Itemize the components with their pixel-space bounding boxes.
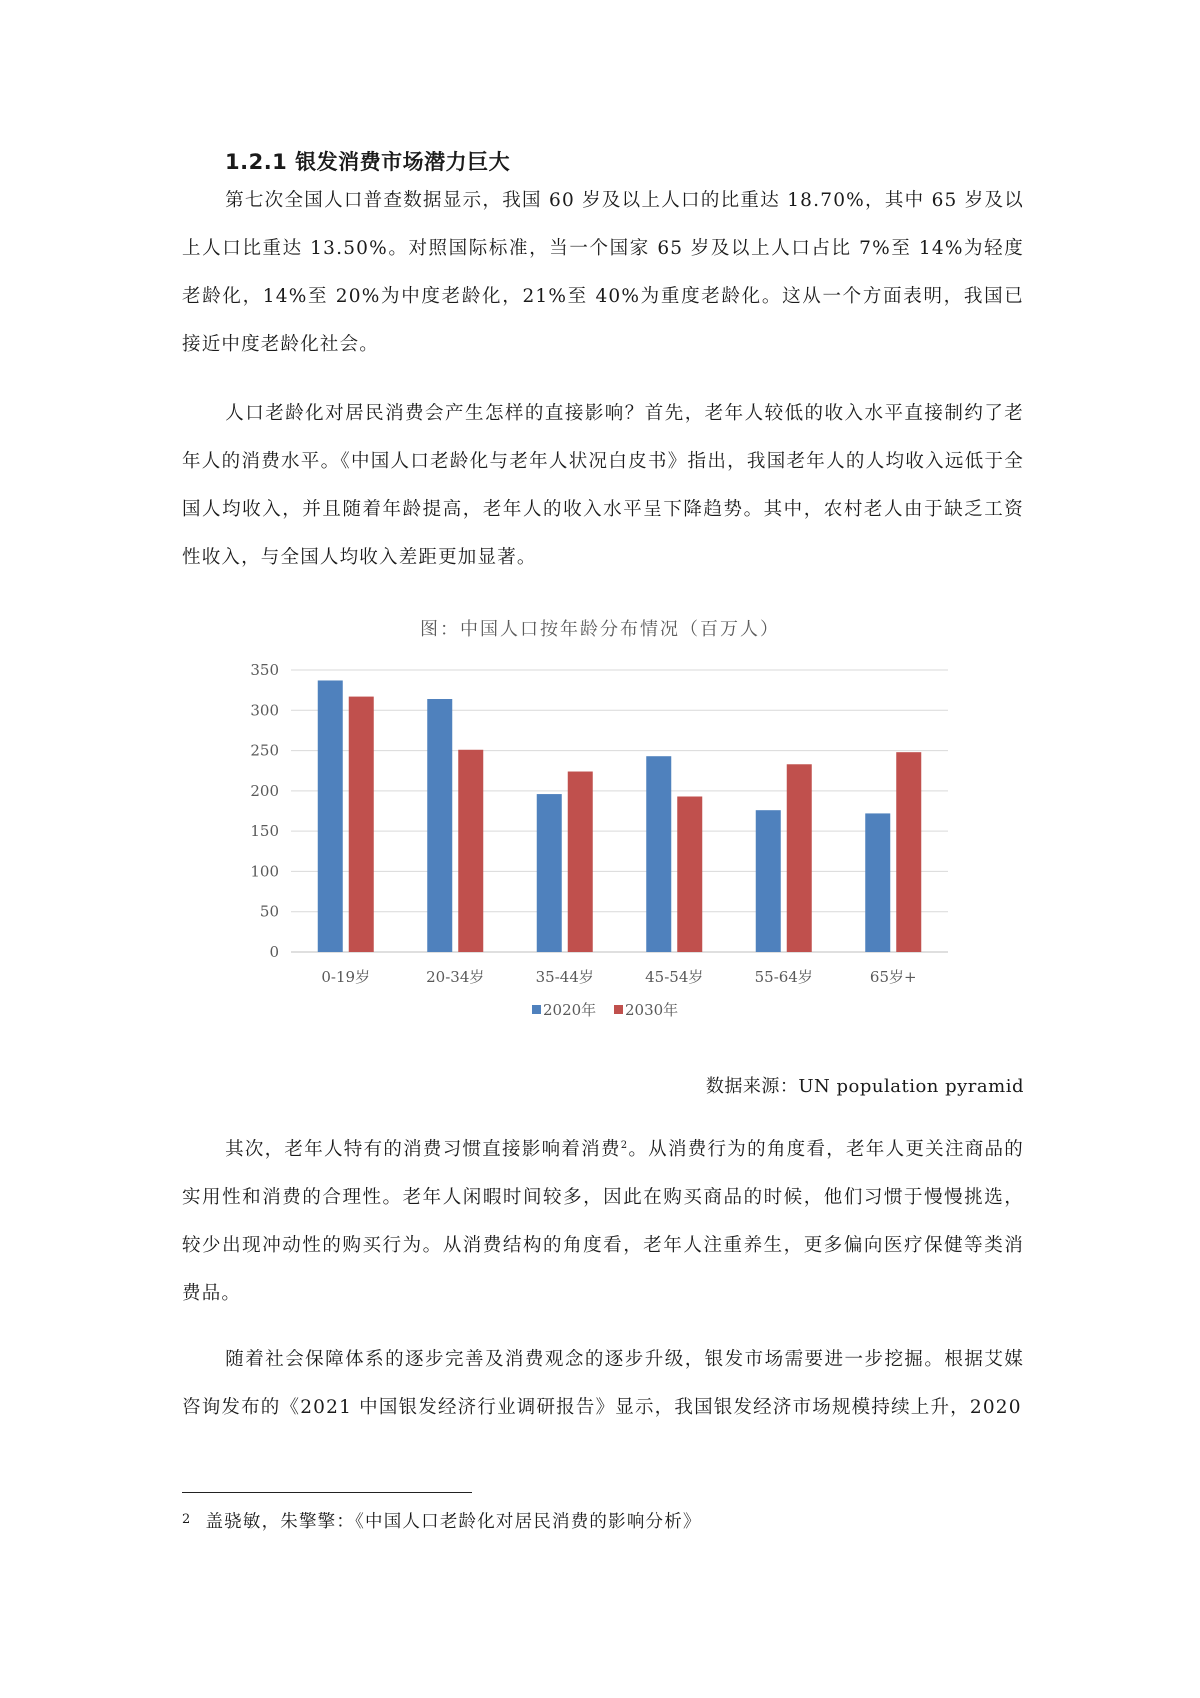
bar-2030年-35-44岁 <box>568 772 593 952</box>
footnote <box>182 1508 702 1533</box>
y-tick-label: 250 <box>250 741 279 760</box>
bar-2020年-20-34岁 <box>427 699 452 952</box>
paragraph-habits-text-a: 其次，老年人特有的消费习惯直接影响着消费 <box>225 1139 621 1160</box>
y-tick-label: 50 <box>259 902 279 921</box>
y-tick-label: 100 <box>250 862 279 881</box>
bar-2020年-65岁+ <box>865 813 890 952</box>
y-tick-label: 350 <box>250 661 279 679</box>
legend-swatch-2030年 <box>614 1005 623 1014</box>
legend-label-2030年: 2030年 <box>625 1001 679 1019</box>
footnote-text: 盖骁敏，朱擎擎：《中国人口老龄化对居民消费的影响分析》 <box>205 1512 702 1532</box>
bar-2020年-35-44岁 <box>537 794 562 952</box>
bar-2030年-20-34岁 <box>458 750 483 952</box>
paragraph-market <box>182 1336 1024 1432</box>
paragraph-income-text: 人口老龄化对居民消费会产生怎样的直接影响？首先，老年人较低的收入水平直接制约了老年人的消费水平。《中国人口老龄化与老年人状况白皮书》指出，我国老年人的人均收入远低于全国人均收入，并且随着年龄提高，老年人的收入水平呈下降趋势。其中，农村老人由于缺乏工资性收入，与全国人均收入差距更加显著。 <box>182 403 1024 568</box>
bar-2030年-65岁+ <box>896 752 921 952</box>
x-tick-label: 65岁+ <box>869 968 917 986</box>
bar-2030年-0-19岁 <box>349 697 374 952</box>
bar-2020年-55-64岁 <box>756 810 781 952</box>
paragraph-market-text: 随着社会保障体系的逐步完善及消费观念的逐步升级，银发市场需要进一步挖掘。根据艾媒咨询发布的《2021 中国银发经济行业调研报告》显示，我国银发经济市场规模持续上升，2020 <box>182 1349 1024 1418</box>
y-tick-label: 150 <box>250 822 279 841</box>
x-tick-label: 0-19岁 <box>321 968 371 986</box>
paragraph-census-text: 第七次全国人口普查数据显示，我国 60 岁及以上人口的比重达 18.70%，其中 65 岁及以上人口比重达 13.50%。对照国际标准，当一个国家 65 岁及以上人口占比 7%至 14%为轻度老龄化，14%至 20%为中度老龄化，21%至 40%为重度老龄化。这从一个方面表明，我国已接近中度老龄化社会。 <box>182 190 1024 355</box>
y-tick-label: 200 <box>250 781 279 800</box>
paragraph-habits-text-b: 。从消费行为的角度看，老年人更关注商品的实用性和消费的合理性。老年人闲暇时间较多，因此在购买商品的时候，他们习惯于慢慢挑选，较少出现冲动性的购买行为。从消费结构的角度看，老年人注重养生，更多偏向医疗保健等类消费品。 <box>182 1139 1024 1304</box>
footnote-ref[interactable]: 2 <box>620 1139 629 1151</box>
bar-2020年-45-54岁 <box>646 756 671 952</box>
legend-swatch-2020年 <box>532 1005 541 1014</box>
x-tick-label: 35-44岁 <box>535 968 594 986</box>
paragraph-habits <box>182 1126 1024 1318</box>
chart-title: 图：中国人口按年龄分布情况（百万人） <box>420 619 780 640</box>
data-source: 数据来源：UN population pyramid <box>705 1076 1024 1097</box>
bar-2020年-0-19岁 <box>318 680 343 952</box>
bar-2030年-45-54岁 <box>677 796 702 952</box>
legend-label-2020年: 2020年 <box>543 1001 597 1019</box>
footnote-divider <box>182 1492 472 1493</box>
y-tick-label: 300 <box>250 701 279 720</box>
footnote-number: 2 <box>182 1512 192 1527</box>
y-tick-label: 0 <box>269 943 279 961</box>
section-heading: 1.2.1 银发消费市场潜力巨大 <box>225 150 511 174</box>
x-tick-label: 45-54岁 <box>645 968 704 986</box>
bar-2030年-55-64岁 <box>787 764 812 952</box>
x-tick-label: 20-34岁 <box>426 968 485 986</box>
x-tick-label: 55-64岁 <box>754 968 813 986</box>
